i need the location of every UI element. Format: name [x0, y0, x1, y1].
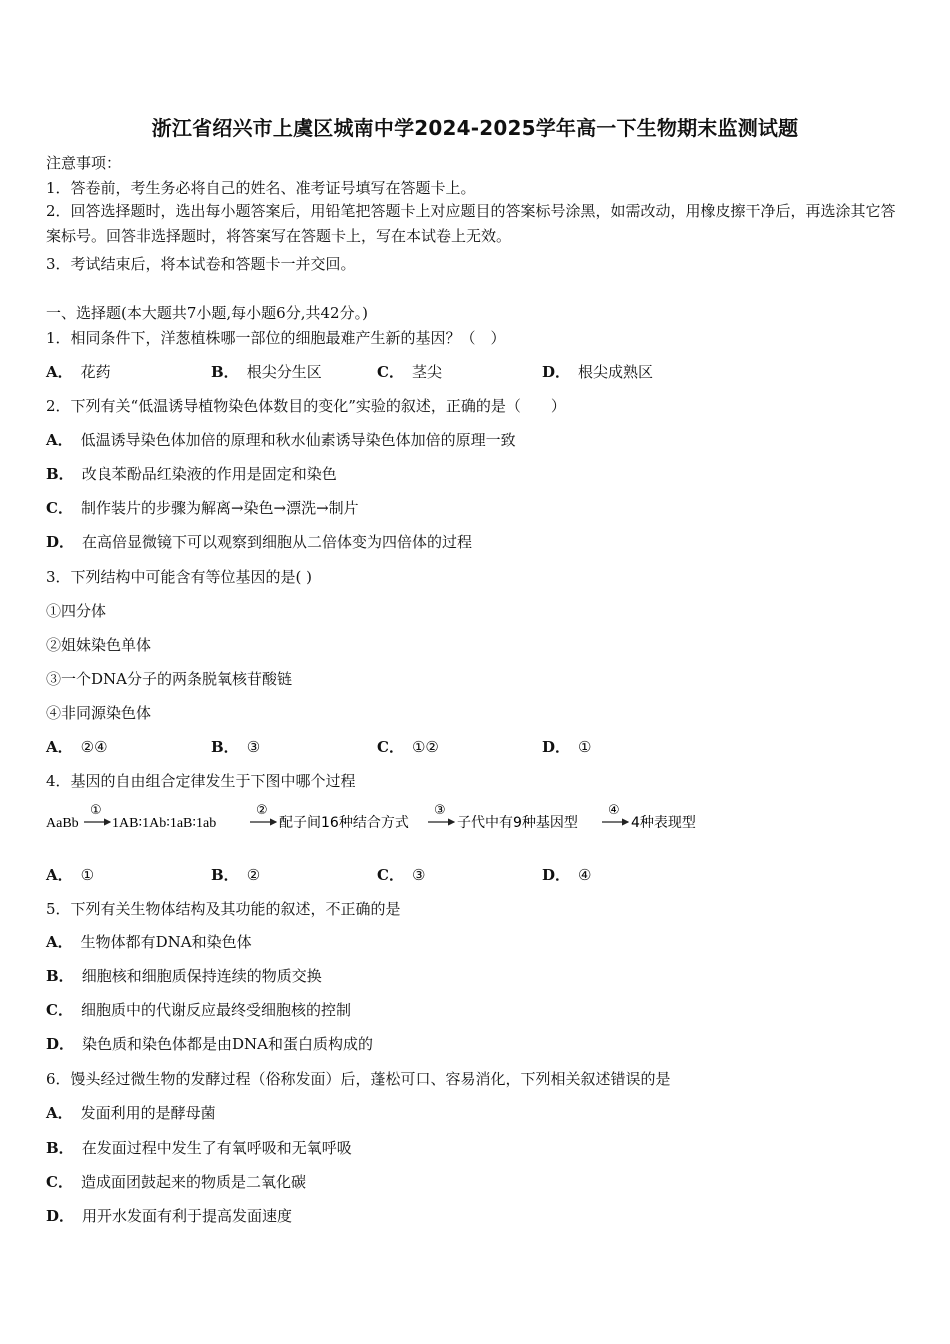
step-mark: ④ — [608, 803, 620, 818]
option-a — [46, 931, 252, 952]
option-letter: C． — [377, 738, 404, 756]
option-a — [46, 429, 516, 450]
option-d — [46, 531, 472, 552]
option-c — [46, 999, 351, 1020]
option-text: 根尖分生区 — [246, 363, 322, 381]
option-letter: B． — [211, 738, 239, 756]
step-result: 子代中有9种基因型 — [457, 815, 578, 831]
option-letter: A． — [46, 1104, 73, 1122]
option-d — [542, 736, 591, 757]
option-text: ① — [80, 866, 95, 884]
option-letter: A． — [46, 866, 73, 884]
option-text: 用开水发面有利于提高发面速度 — [82, 1207, 293, 1225]
option-text: 染色质和染色体都是由DNA和蛋白质构成的 — [82, 1035, 374, 1053]
option-text: 制作装片的步骤为解离→染色→漂洗→制片 — [80, 499, 359, 517]
page-title: 浙江省绍兴市上虞区城南中学2024-2025学年高一下生物期末监测试题 — [151, 116, 799, 140]
option-a — [46, 864, 94, 885]
option-text: 花药 — [80, 363, 111, 381]
option-letter: C． — [46, 1001, 73, 1019]
option-a — [46, 1102, 216, 1123]
option-letter: A． — [46, 933, 73, 951]
option-text: ① — [578, 738, 592, 756]
notice-heading: 注意事项： — [46, 154, 122, 172]
option-text: 发面利用的是酵母菌 — [80, 1104, 216, 1122]
notice-item: 3．考试结束后，将本试卷和答题卡一并交回。 — [46, 255, 356, 273]
option-c — [46, 1171, 306, 1192]
option-d — [46, 1205, 292, 1226]
process-diagram — [46, 800, 710, 840]
question-stem: 1．相同条件下，洋葱植株哪一部位的细胞最难产生新的基因？（ ） — [46, 329, 506, 347]
option-letter: B． — [211, 363, 239, 381]
option-b — [211, 361, 322, 382]
option-letter: B． — [211, 866, 239, 884]
option-d — [542, 361, 653, 382]
option-c — [377, 864, 425, 885]
option-b — [211, 736, 260, 757]
question-stem: 3．下列结构中可能含有等位基因的是( ) — [46, 568, 313, 586]
option-letter: A． — [46, 738, 73, 756]
option-letter: D． — [46, 1207, 75, 1225]
option-text: ② — [246, 866, 261, 884]
list-item: ③一个DNA分子的两条脱氧核苷酸链 — [46, 670, 292, 688]
option-letter: C． — [46, 499, 73, 517]
option-d — [542, 864, 591, 885]
option-letter: C． — [377, 363, 404, 381]
option-text: 在高倍显微镜下可以观察到细胞从二倍体变为四倍体的过程 — [82, 533, 473, 551]
question-stem: 6．馒头经过微生物的发酵过程（俗称发面）后，蓬松可口、容易消化，下列相关叙述错误的是 — [46, 1070, 671, 1088]
option-letter: D． — [542, 866, 571, 884]
list-item: ④非同源染色体 — [46, 704, 152, 722]
option-b — [46, 965, 322, 986]
question-stem: 2．下列有关“低温诱导植物染色体数目的变化”实验的叙述，正确的是（ ） — [46, 397, 566, 415]
option-a — [46, 361, 111, 382]
step-mark: ① — [90, 803, 102, 818]
option-letter: D． — [46, 533, 75, 551]
option-letter: D． — [542, 363, 571, 381]
option-letter: D． — [542, 738, 571, 756]
diagram-start: AaBb — [46, 816, 79, 831]
question-stem: 5．下列有关生物体结构及其功能的叙述，不正确的是 — [46, 900, 401, 918]
step-result: 配子间16种结合方式 — [279, 815, 409, 831]
option-a — [46, 736, 108, 757]
option-text: 根尖成熟区 — [578, 363, 654, 381]
section-heading: 一、选择题(本大题共7小题,每小题6分,共42分。) — [46, 304, 368, 322]
step-mark: ③ — [434, 803, 446, 818]
option-d — [46, 1033, 373, 1054]
option-letter: D． — [46, 1035, 75, 1053]
option-text: 在发面过程中发生了有氧呼吸和无氧呼吸 — [81, 1139, 352, 1157]
option-text: ②④ — [80, 738, 108, 756]
option-text: 生物体都有DNA和染色体 — [80, 933, 252, 951]
option-c — [46, 497, 359, 518]
notice-item: 1．答卷前，考生务必将自己的姓名、准考证号填写在答题卡上。 — [46, 179, 476, 197]
option-b — [46, 1137, 352, 1158]
list-item: ②姐妹染色单体 — [46, 636, 152, 654]
question-stem: 4．基因的自由组合定律发生于下图中哪个过程 — [46, 772, 356, 790]
notice-item: 2．回答选择题时，选出每小题答案后，用铅笔把答题卡上对应题目的答案标号涂黑，如需改动，用橡皮擦干净后，再选涂其它答案标号。回答非选择题时，将答案写在答题卡上，写在本试卷上无效。 — [46, 202, 896, 245]
option-b — [211, 864, 260, 885]
option-text: 低温诱导染色体加倍的原理和秋水仙素诱导染色体加倍的原理一致 — [80, 431, 516, 449]
option-c — [377, 736, 439, 757]
option-text: 细胞质中的代谢反应最终受细胞核的控制 — [80, 1001, 351, 1019]
step-result: 1AB∶1Ab∶1aB∶1ab — [112, 816, 217, 831]
option-text: ④ — [578, 866, 592, 884]
option-text: ①② — [411, 738, 439, 756]
option-text: 改良苯酚品红染液的作用是固定和染色 — [81, 465, 337, 483]
option-text: 茎尖 — [411, 363, 442, 381]
option-letter: B． — [46, 465, 74, 483]
option-c — [377, 361, 442, 382]
step-mark: ② — [256, 803, 268, 818]
option-text: 细胞核和细胞质保持连续的物质交换 — [81, 967, 322, 985]
option-letter: A． — [46, 363, 73, 381]
step-result: 4种表现型 — [631, 815, 696, 831]
option-text: 造成面团鼓起来的物质是二氧化碳 — [80, 1173, 306, 1191]
option-letter: C． — [46, 1173, 73, 1191]
option-b — [46, 463, 337, 484]
option-letter: B． — [46, 967, 74, 985]
option-text: ③ — [246, 738, 261, 756]
option-text: ③ — [411, 866, 426, 884]
option-letter: A． — [46, 431, 73, 449]
option-letter: B． — [46, 1139, 74, 1157]
list-item: ①四分体 — [46, 602, 107, 620]
option-letter: C． — [377, 866, 404, 884]
